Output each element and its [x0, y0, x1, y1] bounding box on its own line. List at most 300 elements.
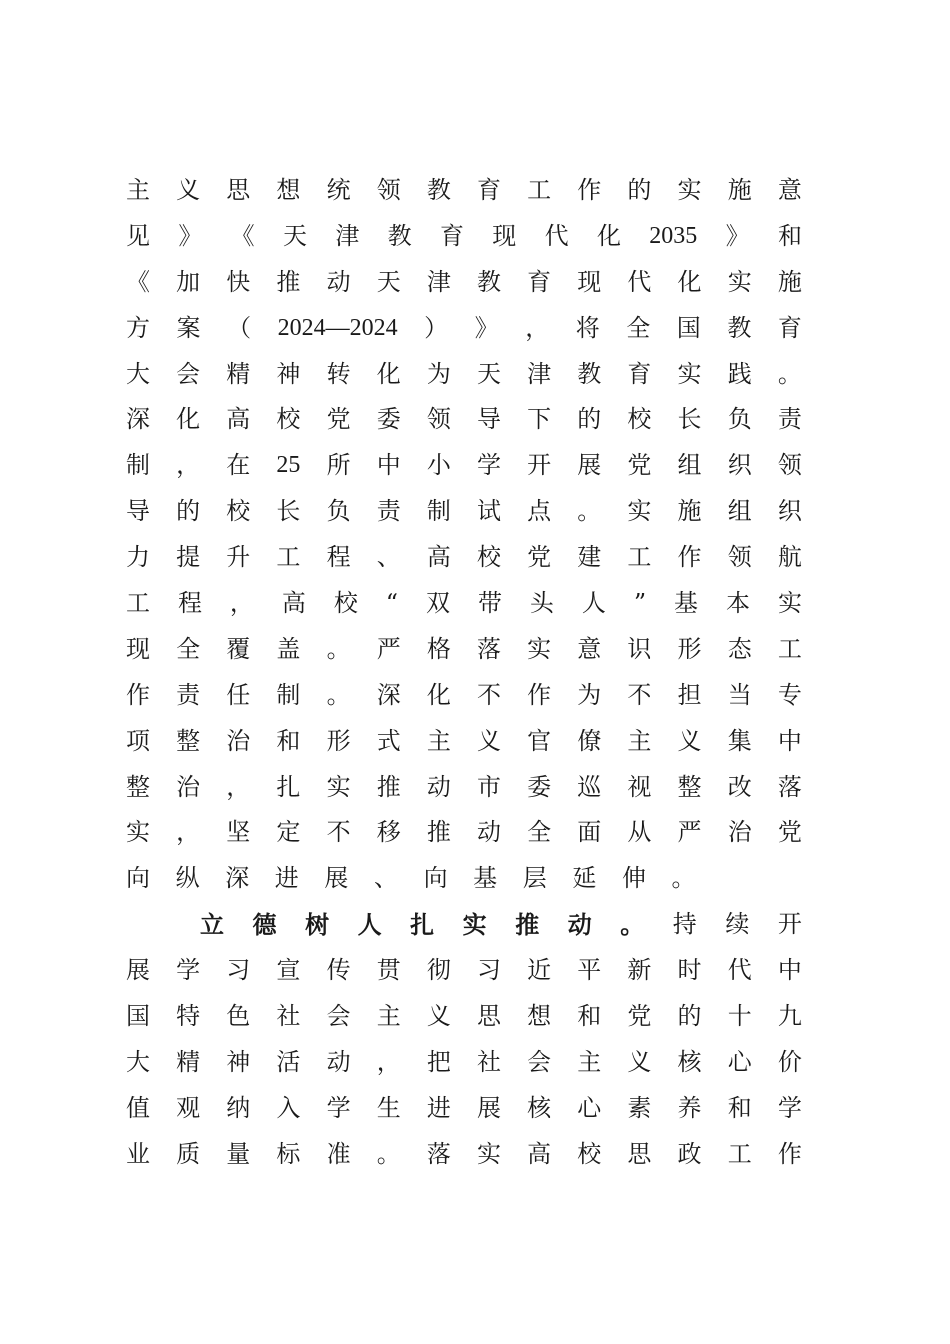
text-line: [126, 1040, 802, 1086]
text-char: 彻: [426, 956, 451, 985]
text-char: 思: [476, 1002, 501, 1031]
text-char: 长: [677, 405, 702, 434]
text-char: ，: [525, 313, 550, 342]
text-char: 教: [476, 267, 501, 296]
text-char: 纵: [175, 864, 200, 893]
text-char: 施: [777, 267, 802, 296]
heading-char: 扎: [410, 910, 435, 940]
text-char: 学: [777, 1093, 802, 1122]
text-char: 织: [727, 451, 752, 480]
text-char: 高: [527, 1139, 552, 1168]
text-char: 观: [176, 1093, 201, 1122]
text-char: 党: [777, 818, 802, 847]
text-char: 展: [476, 1093, 501, 1122]
text-char: 施: [727, 176, 752, 204]
text-char: 工: [276, 543, 301, 572]
text-char: 定: [276, 818, 301, 847]
text-char: 施: [677, 497, 702, 526]
text-char: 深: [376, 680, 401, 709]
text-char: 准: [326, 1139, 351, 1168]
heading-char: 树: [305, 910, 330, 940]
text-char: 实: [476, 1139, 501, 1168]
text-char: 把: [426, 1047, 451, 1076]
text-char: 学: [326, 1093, 351, 1122]
text-char: 标: [276, 1139, 301, 1168]
text-char: 形: [326, 726, 351, 755]
text-char: 十: [727, 1002, 752, 1031]
text-char: 校: [577, 1139, 602, 1168]
text-char: 特: [176, 1002, 201, 1031]
text-char: 习: [476, 956, 501, 985]
text-char: 校: [476, 543, 501, 572]
text-char: 育: [439, 221, 464, 250]
text-char: 意: [777, 176, 802, 204]
text-char: 。: [777, 359, 802, 388]
text-char: 作: [126, 680, 150, 709]
text-char: 项: [126, 726, 150, 755]
text-char: 中: [777, 956, 802, 985]
text-char: 代: [727, 956, 752, 985]
text-char: 委: [376, 405, 401, 434]
text-char: 会: [176, 359, 201, 388]
heading-char: 德: [252, 910, 277, 940]
text-char: 形: [677, 634, 702, 663]
text-char: 》: [474, 313, 499, 342]
text-char: 的: [677, 1002, 702, 1031]
text-char: 推: [276, 267, 301, 296]
text-char: 试: [476, 497, 501, 526]
text-char: 主: [376, 1002, 401, 1031]
text-char: 作: [527, 680, 552, 709]
text-char: 下: [527, 405, 552, 434]
text-char: 价: [777, 1047, 802, 1076]
text-char: 党: [627, 1002, 652, 1031]
text-char: 主: [577, 1047, 602, 1076]
text-char: 提: [176, 543, 201, 572]
text-line: [126, 994, 802, 1040]
text-char: 会: [527, 1047, 552, 1076]
text-char: 社: [476, 1047, 501, 1076]
text-char: （: [227, 313, 252, 342]
text-line: [126, 535, 802, 581]
text-line: [126, 352, 802, 398]
text-char: 实: [727, 267, 752, 296]
text-char: 化: [426, 680, 451, 709]
text-char: 化: [376, 359, 401, 388]
text-char: 主: [126, 176, 150, 204]
text-char: 《: [126, 267, 150, 296]
text-char: 担: [677, 680, 702, 709]
text-char: 教: [426, 176, 451, 204]
text-char: 专: [777, 680, 802, 709]
text-char: “: [385, 589, 399, 618]
text-char: 识: [627, 634, 652, 663]
text-char: 党: [527, 543, 552, 572]
text-char: 严: [376, 634, 401, 663]
text-char: 平: [577, 956, 602, 985]
text-char: 盖: [276, 634, 301, 663]
heading-char: 。: [620, 910, 645, 940]
text-line: [126, 902, 802, 948]
text-char: 学: [476, 451, 501, 480]
text-char: 任: [226, 680, 251, 709]
text-char: 化: [176, 405, 201, 434]
text-char: 化: [596, 221, 621, 250]
text-char: 实: [326, 772, 351, 801]
text-char: 国: [676, 313, 701, 342]
text-char: 和: [727, 1093, 752, 1122]
text-char: 义: [627, 1047, 652, 1076]
text-line: [126, 443, 802, 489]
text-char: 不: [326, 818, 351, 847]
text-char: ，: [229, 589, 254, 618]
text-char: 全: [176, 634, 201, 663]
text-char: 国: [126, 1002, 150, 1031]
text-char: 义: [426, 1002, 451, 1031]
text-char: 进: [426, 1093, 451, 1122]
text-char: 代: [627, 267, 652, 296]
text-char: 导: [126, 497, 150, 526]
text-char: 质: [176, 1139, 201, 1168]
heading-char: 立: [200, 910, 224, 940]
text-char: 校: [276, 405, 301, 434]
heading-char: 实: [462, 910, 487, 940]
text-char: 展: [126, 956, 150, 985]
text-char: 入: [276, 1093, 301, 1122]
text-char: 现: [126, 634, 150, 663]
text-char: 核: [527, 1093, 552, 1122]
text-char: 和: [777, 221, 802, 250]
text-char: 续: [725, 910, 750, 939]
text-char: ，: [376, 1047, 401, 1076]
text-char: 思: [627, 1139, 652, 1168]
text-char: 治: [226, 726, 251, 755]
text-char: 工: [777, 634, 802, 663]
text-char: 加: [176, 267, 201, 296]
text-char: 程: [177, 589, 202, 618]
text-char: 思: [226, 176, 251, 204]
text-line: [126, 489, 802, 535]
text-char: ，: [226, 772, 251, 801]
text-char: 校: [226, 497, 251, 526]
text-char: 转: [326, 359, 351, 388]
text-char: ，: [176, 818, 201, 847]
text-char: 动: [426, 772, 451, 801]
text-char: 方: [126, 313, 150, 342]
text-line: [126, 397, 802, 443]
text-char: 实: [777, 589, 802, 618]
text-char: 活: [276, 1047, 301, 1076]
text-char: 》: [178, 221, 203, 250]
text-char: 层: [522, 864, 547, 893]
text-char: 心: [727, 1047, 752, 1076]
text-char: 和: [577, 1002, 602, 1031]
text-char: 整: [677, 772, 702, 801]
text-char: 领: [777, 451, 802, 480]
text-char: 义: [677, 726, 702, 755]
text-char: 学: [176, 956, 201, 985]
text-char: 《: [230, 221, 255, 250]
text-char: 领: [426, 405, 451, 434]
text-line: [126, 306, 802, 352]
text-char: 组: [727, 497, 752, 526]
text-char: 想: [527, 1002, 552, 1031]
text-char: 织: [777, 497, 802, 526]
text-char: 为: [577, 680, 602, 709]
text-char: 化: [677, 267, 702, 296]
text-char: 践: [727, 359, 752, 388]
heading-char: 推: [515, 910, 540, 940]
text-char: 委: [527, 772, 552, 801]
text-char: 中: [777, 726, 802, 755]
text-char: 改: [727, 772, 752, 801]
text-char: 。: [326, 680, 351, 709]
text-line: [126, 581, 802, 627]
text-char: 制: [426, 497, 451, 526]
text-char: 面: [577, 818, 602, 847]
text-char: 格: [426, 634, 451, 663]
text-line: [126, 1132, 802, 1178]
text-char: 程: [326, 543, 351, 572]
text-char: 政: [677, 1139, 702, 1168]
text-char: 展: [577, 451, 602, 480]
text-char: 落: [777, 772, 802, 801]
text-char: 全: [626, 313, 651, 342]
text-char: 中: [376, 451, 401, 480]
text-char: 当: [727, 680, 752, 709]
text-char: 领: [727, 543, 752, 572]
text-char: 为: [426, 359, 451, 388]
text-char: 养: [677, 1093, 702, 1122]
text-char: 实: [677, 176, 702, 204]
text-char: 不: [476, 680, 501, 709]
text-char: 严: [677, 818, 702, 847]
text-char: 新: [627, 956, 652, 985]
text-char: 领: [376, 176, 401, 204]
text-char: 双: [426, 589, 450, 618]
text-char: 、: [373, 864, 398, 893]
text-char: 落: [476, 634, 501, 663]
text-char: 实: [677, 359, 702, 388]
text-line: [126, 948, 802, 994]
text-char: 。: [326, 634, 351, 663]
text-char: 治: [176, 772, 201, 801]
text-char: 整: [176, 726, 201, 755]
text-char: 津: [335, 221, 360, 250]
text-char: 巡: [577, 772, 602, 801]
text-char: 教: [387, 221, 412, 250]
text-char: 的: [577, 405, 602, 434]
text-char: 神: [226, 1047, 251, 1076]
text-char: 伸: [621, 864, 646, 893]
text-line: [126, 856, 802, 902]
text-char: 向: [423, 864, 448, 893]
text-char: 不: [627, 680, 652, 709]
text-char: 工: [727, 1139, 752, 1168]
text-line: [126, 810, 802, 856]
text-char: 展: [324, 864, 349, 893]
text-char: ，: [176, 451, 201, 480]
body-text: [126, 168, 802, 1178]
text-char: 实: [527, 634, 552, 663]
text-char: 小: [426, 451, 451, 480]
text-char: 快: [226, 267, 251, 296]
text-char: 落: [426, 1139, 451, 1168]
text-char: 开: [527, 451, 552, 480]
text-char: 移: [376, 818, 401, 847]
text-char: 点: [527, 497, 552, 526]
text-char: 带: [477, 589, 502, 618]
text-char: 。: [671, 864, 696, 893]
text-char: 育: [527, 267, 552, 296]
text-char: 业: [126, 1139, 150, 1168]
text-char: 大: [126, 1047, 150, 1076]
text-char: 建: [577, 543, 602, 572]
text-char: 九: [777, 1002, 802, 1031]
text-char: 治: [727, 818, 752, 847]
text-char: 精: [226, 359, 251, 388]
text-char: 动: [326, 1047, 351, 1076]
text-char: 责: [376, 497, 401, 526]
text-char: 持: [672, 910, 697, 939]
text-char: 值: [126, 1093, 150, 1122]
text-char: 宣: [276, 956, 301, 985]
text-char: 将: [575, 313, 600, 342]
text-char: ）: [424, 313, 449, 342]
text-char: 心: [577, 1093, 602, 1122]
text-char: 育: [476, 176, 501, 204]
text-char: 》: [725, 221, 750, 250]
text-char: 制: [126, 451, 150, 480]
text-char: 基: [473, 864, 498, 893]
text-char: 从: [627, 818, 652, 847]
text-char: 校: [627, 405, 652, 434]
text-char: 意: [577, 634, 602, 663]
text-char: 进: [274, 864, 299, 893]
text-line: [126, 719, 802, 765]
text-char: 僚: [577, 726, 602, 755]
text-char: 见: [126, 221, 150, 250]
text-char: 贯: [376, 956, 401, 985]
text-char: 工: [627, 543, 652, 572]
text-char: 头: [529, 589, 554, 618]
text-char: 育: [777, 313, 802, 342]
text-char: 神: [276, 359, 301, 388]
text-char: 导: [476, 405, 501, 434]
text-char: 的: [176, 497, 201, 526]
text-char: 本: [726, 589, 750, 618]
text-char: 主: [426, 726, 451, 755]
text-char: 动: [476, 818, 501, 847]
text-line: [126, 1086, 802, 1132]
text-char: 负: [727, 405, 752, 434]
text-char: 航: [777, 543, 802, 572]
text-char: 义: [476, 726, 501, 755]
text-char: 大: [126, 359, 150, 388]
text-char: 推: [426, 818, 451, 847]
text-line: [126, 627, 802, 673]
text-char: 集: [727, 726, 752, 755]
text-char: 实: [627, 497, 652, 526]
heading-char: 动: [567, 910, 592, 940]
text-char: 天: [282, 221, 307, 250]
text-char: 量: [226, 1139, 251, 1168]
text-line: [126, 673, 802, 719]
text-char: 责: [777, 405, 802, 434]
text-line: [126, 168, 802, 214]
text-char: 官: [527, 726, 552, 755]
text-char: 所: [326, 451, 351, 480]
text-char: 习: [226, 956, 251, 985]
text-char: 扎: [276, 772, 301, 801]
text-char: 党: [326, 405, 351, 434]
text-char: 津: [527, 359, 552, 388]
text-char: 2024—2024: [277, 314, 398, 341]
text-char: 视: [627, 772, 652, 801]
text-char: 整: [126, 772, 150, 801]
text-char: 。: [577, 497, 602, 526]
text-char: 现: [577, 267, 602, 296]
text-char: 作: [577, 176, 602, 204]
text-char: 深: [225, 864, 250, 893]
text-char: 覆: [226, 634, 251, 663]
text-char: 主: [627, 726, 652, 755]
text-char: 育: [627, 359, 652, 388]
text-char: 纳: [226, 1093, 251, 1122]
text-char: 会: [326, 1002, 351, 1031]
text-char: 现: [492, 221, 517, 250]
text-char: 核: [677, 1047, 702, 1076]
text-char: 实: [126, 818, 150, 847]
text-char: 推: [376, 772, 401, 801]
text-char: 生: [376, 1093, 401, 1122]
text-char: 延: [572, 864, 597, 893]
text-char: 传: [326, 956, 351, 985]
text-char: 、: [376, 543, 401, 572]
heading-char: 人: [357, 910, 382, 940]
text-char: 统: [326, 176, 351, 204]
text-line: [126, 260, 802, 306]
text-char: 想: [276, 176, 301, 204]
text-char: 高: [281, 589, 306, 618]
text-char: 精: [176, 1047, 201, 1076]
text-char: 市: [476, 772, 501, 801]
text-line: [126, 214, 802, 260]
text-char: 教: [727, 313, 752, 342]
text-char: 责: [176, 680, 201, 709]
text-char: 社: [276, 1002, 301, 1031]
text-char: 开: [777, 910, 802, 939]
text-char: 时: [677, 956, 702, 985]
text-char: 态: [727, 634, 752, 663]
text-char: 长: [276, 497, 301, 526]
text-char: 25: [276, 452, 301, 479]
text-char: 升: [226, 543, 251, 572]
text-char: 向: [126, 864, 150, 893]
text-char: 。: [376, 1139, 401, 1168]
text-char: 校: [333, 589, 358, 618]
text-char: 津: [426, 267, 451, 296]
text-char: 式: [376, 726, 401, 755]
text-char: 色: [226, 1002, 251, 1031]
text-char: 代: [544, 221, 569, 250]
text-char: 天: [476, 359, 501, 388]
text-char: 和: [276, 726, 301, 755]
text-char: 高: [426, 543, 451, 572]
text-char: 党: [627, 451, 652, 480]
text-char: 坚: [226, 818, 251, 847]
text-char: 义: [176, 176, 201, 204]
